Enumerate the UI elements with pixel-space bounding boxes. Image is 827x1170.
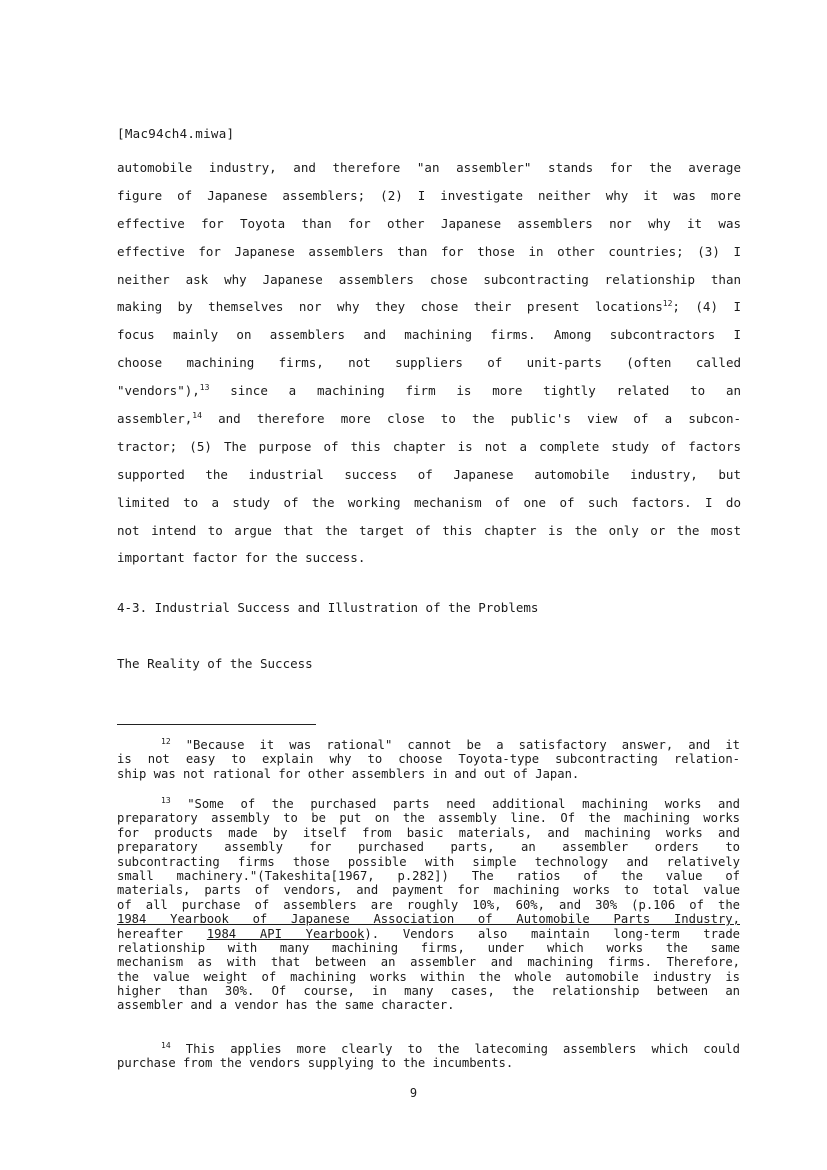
footnote-line: preparatory assembly for purchased parts, an assembler orders to xyxy=(117,840,740,855)
footnote-line xyxy=(117,927,740,941)
body-line: important factor for the success. xyxy=(117,550,366,566)
footnote-13 xyxy=(117,797,740,1013)
footnote-line: is not easy to explain why to choose Toyota-type subcontracting relation- xyxy=(117,752,740,767)
body-line-part: since a machining firm is more tightly related to an xyxy=(209,383,741,399)
body-line: limited to a study of the working mechanism of one of such factors. I do xyxy=(117,494,741,510)
body-line: focus mainly on assemblers and machining firms. Among subcontractors I xyxy=(117,327,741,343)
footnote-line: relationship with many machining firms, under which works the same xyxy=(117,940,740,955)
footnote-mark-14: 14 xyxy=(161,1041,171,1050)
footnote-mark-12: 12 xyxy=(161,737,171,746)
footnote-line: for products made by itself from basic materials, and machining works and xyxy=(117,825,740,840)
body-line-part: ; (4) I xyxy=(672,299,741,315)
footnote-line: the value weight of machining works within the whole automobile industry is xyxy=(117,969,740,984)
footnote-line-text: ). Vendors also maintain long-term trade xyxy=(364,926,740,941)
body-line: automobile industry, and therefore "an assembler" stands for the average xyxy=(117,160,741,175)
body-line-part: making by themselves nor why they chose their present locations xyxy=(117,299,663,315)
body-line xyxy=(117,293,741,321)
footnote-line: assembler and a vendor has the same character. xyxy=(117,998,455,1013)
footnote-line xyxy=(117,912,740,926)
body-text xyxy=(117,154,741,572)
footnote-line: ship was not rational for other assemblers in and out of Japan. xyxy=(117,766,580,781)
subsection-heading: The Reality of the Success xyxy=(117,656,313,671)
section-heading: 4-3. Industrial Success and Illustration of the Problems xyxy=(117,600,539,615)
footnote-line: purchase from the vendors supplying to the incumbents. xyxy=(117,1056,514,1071)
body-line xyxy=(117,405,741,433)
cited-source-short-title: 1984 API Yearbook xyxy=(206,926,365,941)
footnote-line: small machinery."(Takeshita[1967, p.282]) The ratios of the value of xyxy=(117,868,740,883)
page-number: 9 xyxy=(409,1086,418,1100)
footnote-14 xyxy=(117,1042,740,1071)
body-line: tractor; (5) The purpose of this chapter is not a complete study of factors xyxy=(117,438,741,454)
footnote-line-text: hereafter xyxy=(117,926,207,941)
body-line-part: and therefore more close to the public's view of a subcon- xyxy=(201,411,741,427)
body-line: neither ask why Japanese assemblers chose subcontracting relationship than xyxy=(117,271,741,287)
body-line: supported the industrial success of Japanese automobile industry, but xyxy=(117,466,741,482)
footnote-line: mechanism as with that between an assembler and machining firms. Therefore, xyxy=(117,955,740,970)
footnote-12 xyxy=(117,738,740,781)
footnote-line: materials, parts of vendors, and payment for machining works to total value xyxy=(117,883,740,898)
footnote-mark-13: 13 xyxy=(161,796,171,805)
footnote-line-text: "Because it was rational" cannot be a satisfactory answer, and it xyxy=(170,738,740,752)
footnote-ref-14: 14 xyxy=(192,411,202,421)
body-line xyxy=(117,377,741,405)
body-line-part: "vendors"), xyxy=(117,383,200,399)
footnote-line: preparatory assembly to be put on the assembly line. Of the machining works xyxy=(117,811,740,826)
cited-source-title: 1984 Yearbook of Japanese Association of Automobile Parts Industry, xyxy=(117,912,740,927)
footnote-line: of all purchase of assemblers are roughly 10%, 60%, and 30% (p.106 of the xyxy=(117,897,740,912)
body-line-part: assembler, xyxy=(117,411,193,427)
footnote-divider xyxy=(117,724,316,725)
footnote-line xyxy=(117,738,740,752)
body-line: choose machining firms, not suppliers of unit-parts (often called xyxy=(117,355,741,371)
body-line: effective for Japanese assemblers than for those in other countries; (3) I xyxy=(117,243,741,259)
body-line: effective for Toyota than for other Japanese assemblers nor why it was xyxy=(117,215,741,231)
footnote-line: subcontracting firms those possible with simple technology and relatively xyxy=(117,854,740,869)
footnote-ref-12: 12 xyxy=(662,299,673,309)
document-filename: [Mac94ch4.miwa] xyxy=(117,126,235,141)
footnote-line-text: This applies more clearly to the latecoming assemblers which could xyxy=(170,1042,740,1056)
body-line: not intend to argue that the target of this chapter is the only or the most xyxy=(117,522,741,538)
footnote-ref-13: 13 xyxy=(199,383,210,393)
footnote-line-text: "Some of the purchased parts need additional machining works and xyxy=(170,797,740,811)
footnote-line: higher than 30%. Of course, in many cases, the relationship between an xyxy=(117,984,740,999)
footnote-line xyxy=(117,797,740,811)
footnote-line xyxy=(117,1042,740,1056)
body-line: figure of Japanese assemblers; (2) I investigate neither why it was more xyxy=(117,187,741,203)
